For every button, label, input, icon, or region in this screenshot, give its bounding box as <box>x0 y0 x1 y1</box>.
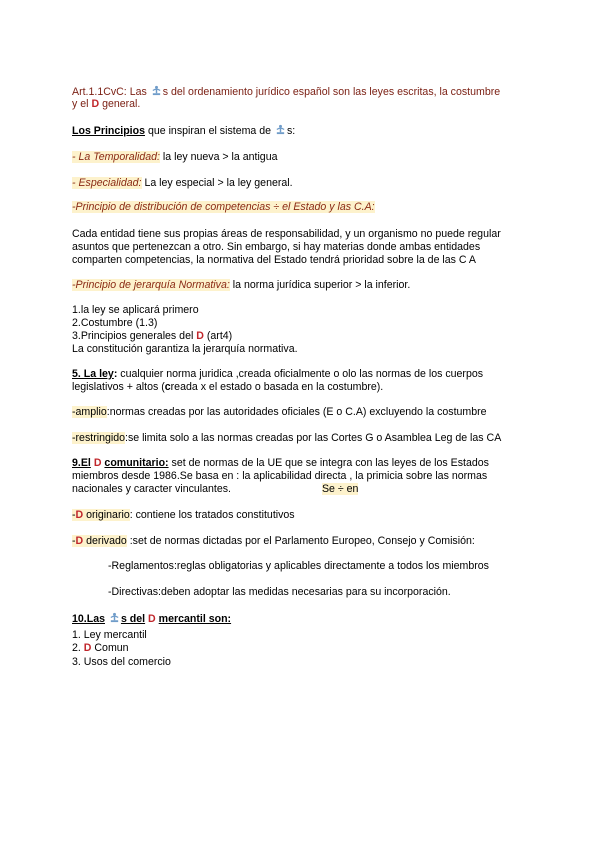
mercantil-item-2: 2. D Comun <box>72 642 129 654</box>
comunitario-line-1: 9.El D comunitario: set de normas de la UE que se integra con las leyes de los Estados <box>72 457 489 469</box>
principios-heading: Los Principios que inspiran el sistema de s: <box>72 125 296 137</box>
mercantil-item-3: 3. Usos del comercio <box>72 656 171 668</box>
mercantil-item-1: 1. Ley mercantil <box>72 629 147 641</box>
reglamentos-line: -Reglamentos:reglas obligatorias y aplicables directamente a todos los miembros <box>108 560 489 572</box>
orden-item-2: 2.Costumbre (1.3) <box>72 317 158 329</box>
comunitario-line-2: miembros desde 1986.Se basa en : la aplicabilidad directa , la primicia sobre las normas <box>72 470 488 482</box>
directivas-line: -Directivas:deben adoptar las medidas necesarias para su incorporación. <box>108 586 451 598</box>
fountain-icon <box>109 612 120 623</box>
orden-item-3: 3.Principios generales del D (art4) <box>72 330 233 342</box>
derivado-line: -D derivado :set de normas dictadas por el Parlamento Europeo, Consejo y Comisión: <box>72 535 475 547</box>
cada-line-2: asuntos que pertenezcan a otro. Sin embargo, si hay materias donde ambas entidades <box>72 241 481 253</box>
jerarquia-line: -Principio de jerarquía Normativa: la norma jurídica superior > la inferior. <box>72 279 411 291</box>
mercantil-heading: 10.Las s del D mercantil son: <box>72 613 232 625</box>
orden-item-4: La constitución garantiza la jerarquía normativa. <box>72 343 298 355</box>
orden-item-1: 1.la ley se aplicará primero <box>72 304 199 316</box>
restringido-line: -restringido:se limita solo a las normas creadas por las Cortes G o Asamblea Leg de las CA <box>72 432 502 444</box>
ley-line-1: 5. La ley: cualquier norma juridica ,creada oficialmente o olo las normas de los cuerpos <box>72 368 484 380</box>
ley-line-2: legislativos + altos (creada x el estado o basada en la costumbre). <box>72 381 384 393</box>
fountain-icon <box>275 124 286 135</box>
cada-line-3: comparten competencias, la normativa del Estado tendrá prioridad sobre la de las C A <box>72 254 476 266</box>
originario-line: -D originario: contiene los tratados constitutivos <box>72 509 295 521</box>
cada-line-1: Cada entidad tiene sus propias áreas de responsabilidad, y un organismo no puede regular <box>72 228 501 240</box>
especialidad-line: - Especialidad: La ley especial > la ley general. <box>72 177 293 189</box>
comunitario-line-3: nacionales y caracter vinculantes. Se ÷ en <box>72 483 359 495</box>
temporalidad-line: - La Temporalidad: la ley nueva > la antigua <box>72 151 278 163</box>
distribucion-line: -Principio de distribución de competencias ÷ el Estado y las C.A: <box>72 201 375 213</box>
article-line-1: Art.1.1CvC: Las s del ordenamiento jurídico español son las leyes escritas, la costumbre <box>72 86 501 98</box>
article-line-2: y el D general. <box>72 98 141 110</box>
amplio-line: -amplio:normas creadas por las autoridades oficiales (E o C.A) excluyendo la costumbre <box>72 406 487 418</box>
fountain-icon <box>151 85 162 96</box>
